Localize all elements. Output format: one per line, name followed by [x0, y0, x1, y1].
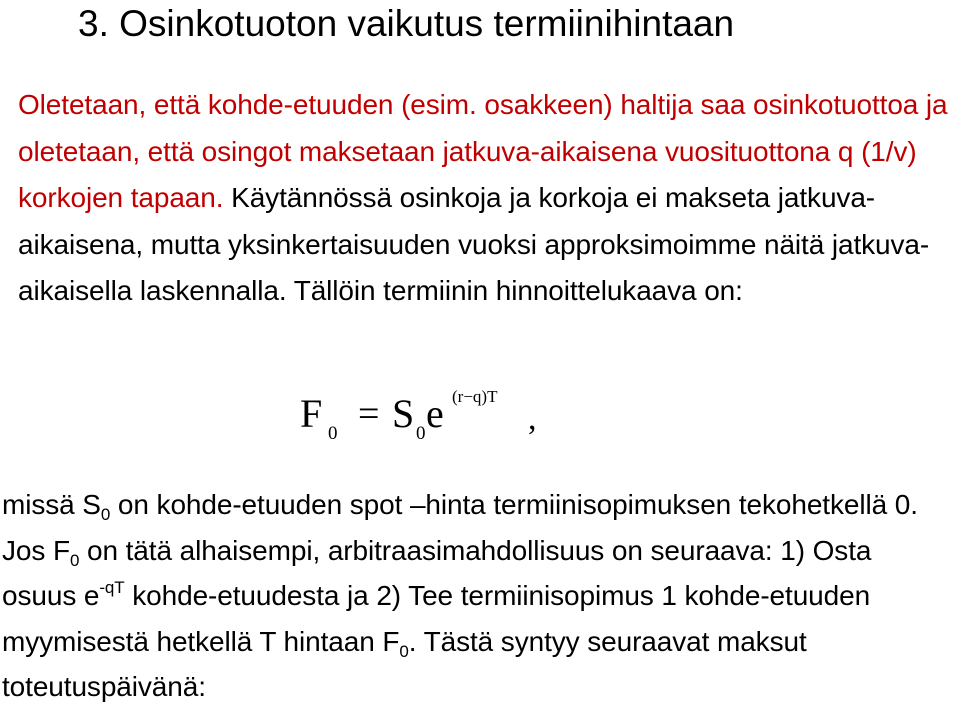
- intro-assumption-text: Oletetaan, että kohde-etuuden (esim. osakkeen) haltija saa osinkotuottoa ja oletetaan, että osingot maksetaan jatkuva-aikaisena vuosituottona q (1/v) korkojen tapaan.: [18, 89, 948, 213]
- formula-spot-price: S: [392, 391, 415, 436]
- formula-forward-subscript: 0: [328, 423, 338, 444]
- spot-subscript: 0: [100, 505, 111, 524]
- formula-exponent: (r−q)T: [452, 387, 498, 406]
- exponent-superscript: -qT: [99, 578, 125, 597]
- explanation-text-1: missä S: [2, 489, 101, 520]
- explanation-text-5: . Tästä syntyy seuraavat maksut toteutuspäivänä:: [2, 625, 807, 702]
- explanation-paragraph: [2, 482, 952, 710]
- formula-forward-price: F: [300, 391, 323, 436]
- formula-comma: ,: [528, 400, 537, 437]
- pricing-formula: [300, 380, 580, 450]
- formula-spot-subscript: 0: [416, 423, 426, 444]
- slide-title: 3. Osinkotuoton vaikutus termiinihintaan: [78, 3, 735, 44]
- explanation-text-2: on kohde-etuuden spot –hinta termiinisopimuksen tekohetkellä 0. Jos F: [2, 489, 918, 566]
- forward-subscript-2: 0: [399, 641, 409, 661]
- intro-explanation-text: Käytännössä osinkoja ja korkoja ei makseta jatkuva-aikaisena, mutta yksinkertaisuuden vuoksi approksimoimme näitä jatkuva-aikaisella laskennalla. Tällöin termiinin hinnoittelukaava on:: [18, 182, 930, 306]
- forward-subscript: 0: [69, 550, 80, 570]
- formula-exponential-base: e: [426, 391, 444, 436]
- formula-equals-sign: =: [358, 393, 380, 435]
- intro-paragraph: [18, 82, 953, 315]
- explanation-text-4: kohde-etuudesta ja 2) Tee termiinisopimus 1 kohde-etuuden myymisestä hetkellä T hintaan F: [2, 580, 871, 657]
- explanation-text-3: on tätä alhaisempi, arbitraasimahdollisuus on seuraava: 1) Osta osuus e: [2, 534, 872, 611]
